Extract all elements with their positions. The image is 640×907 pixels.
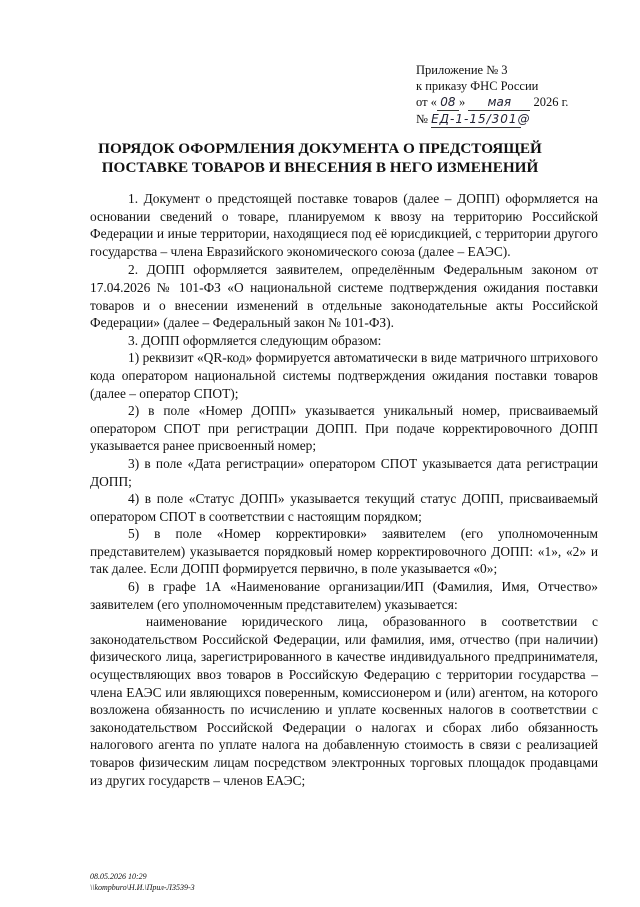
paragraph-1: 1. Документ о предстоящей поставке товаров (далее – ДОПП) оформляется на основании сведений о товаре, планируемом к ввозу на территорию Российской Федерации и иные территории, находящиеся под её юрисдикцией, с территории другого государства – члена Евразийского экономического союза (далее – ЕАЭС).: [90, 191, 598, 259]
appendix-order-ref: к приказу ФНС России: [416, 79, 539, 93]
date-year: 2026 г.: [533, 95, 569, 109]
subitem-6-detail: наименование юридического лица, образованного в соответствии с законодательством Российской Федерации, или фамилия, имя, отчество (при наличии) физического лица, зарегистрированного в качестве индивидуального предпринимателя, осуществляющих ввоз товаров в Российскую Федерацию с территории государства – члена ЕАЭС или являющихся поверенным, комиссионером и (или) агентом, на которого возложена обязанность по исчислению и уплате косвенных налогов в соответствии с законодательством Российской Федерации о налогах и сборах либо обязанность налогового агента по уплате налога на добавленную стоимость в связи с реализацией товаров физическим лицам посредством электронных торговых площадок продавцами из других государств – членов ЕАЭС;: [90, 614, 598, 788]
document-body: [90, 190, 598, 789]
footer-timestamp: 08.05.2026 10:29: [90, 872, 147, 881]
title-line-1: ПОРЯДОК ОФОРМЛЕНИЯ ДОКУМЕНТА О ПРЕДСТОЯЩЕЙ: [98, 140, 542, 157]
title-line-2: ПОСТАВКЕ ТОВАРОВ И ВНЕСЕНИЯ В НЕГО ИЗМЕНЕНИЙ: [101, 159, 539, 176]
subitem-4: 4) в поле «Статус ДОПП» указывается текущий статус ДОПП, присваиваемый оператором СПОТ в соответствии с настоящим порядком;: [90, 491, 598, 524]
appendix-block: [416, 62, 568, 128]
subitem-2: 2) в поле «Номер ДОПП» указывается уникальный номер, присваиваемый оператором СПОТ при регистрации ДОПП. При подаче корректировочного ДОПП указывается ранее присвоенный номер;: [90, 403, 598, 454]
handwritten-month: мая: [468, 94, 530, 111]
date-prefix: от «: [416, 95, 437, 109]
appendix-number-line: [416, 111, 568, 128]
number-prefix: №: [416, 112, 428, 126]
document-footer: [90, 871, 195, 893]
appendix-title: Приложение № 3: [416, 63, 508, 77]
date-mid: »: [458, 95, 466, 109]
subitem-1: 1) реквизит «QR-код» формируется автоматически в виде матричного штрихового кода оператором национальной системы подтверждения ожидания поставки товаров (далее – оператор СПОТ);: [90, 350, 598, 401]
handwritten-number: ЕД-1-15/301@: [431, 112, 531, 126]
subitem-3: 3) в поле «Дата регистрации» оператором СПОТ указывается дата регистрации ДОПП;: [90, 455, 598, 489]
footer-file-path: \\kompburo\Н.И.\Прил-Л3539-3: [90, 883, 195, 892]
paragraph-3: 3. ДОПП оформляется следующим образом:: [128, 332, 382, 348]
appendix-date-line: [416, 94, 568, 111]
paragraph-2: 2. ДОПП оформляется заявителем, определённым Федеральным законом от 17.04.2026 № 101-ФЗ «О национальной системе подтверждения ожидания поставки товаров и о внесении изменений в отдельные законодательные акты Российской Федерации» (далее – Федеральный закон № 101-ФЗ).: [90, 262, 598, 331]
subitem-6: 6) в графе 1А «Наименование организации/ИП (Фамилия, Имя, Отчество» заявителем (его уполномоченным представителем) указывается:: [90, 579, 598, 612]
handwritten-day: 08: [437, 94, 459, 111]
subitem-5: 5) в поле «Номер корректировки» заявителем (его уполномоченным представителем) указывается порядковый номер корректировочного ДОПП: «1», «2» и так далее. Если ДОПП формируется первично, в поле указывается «0»;: [90, 526, 598, 577]
document-title: [0, 139, 640, 177]
